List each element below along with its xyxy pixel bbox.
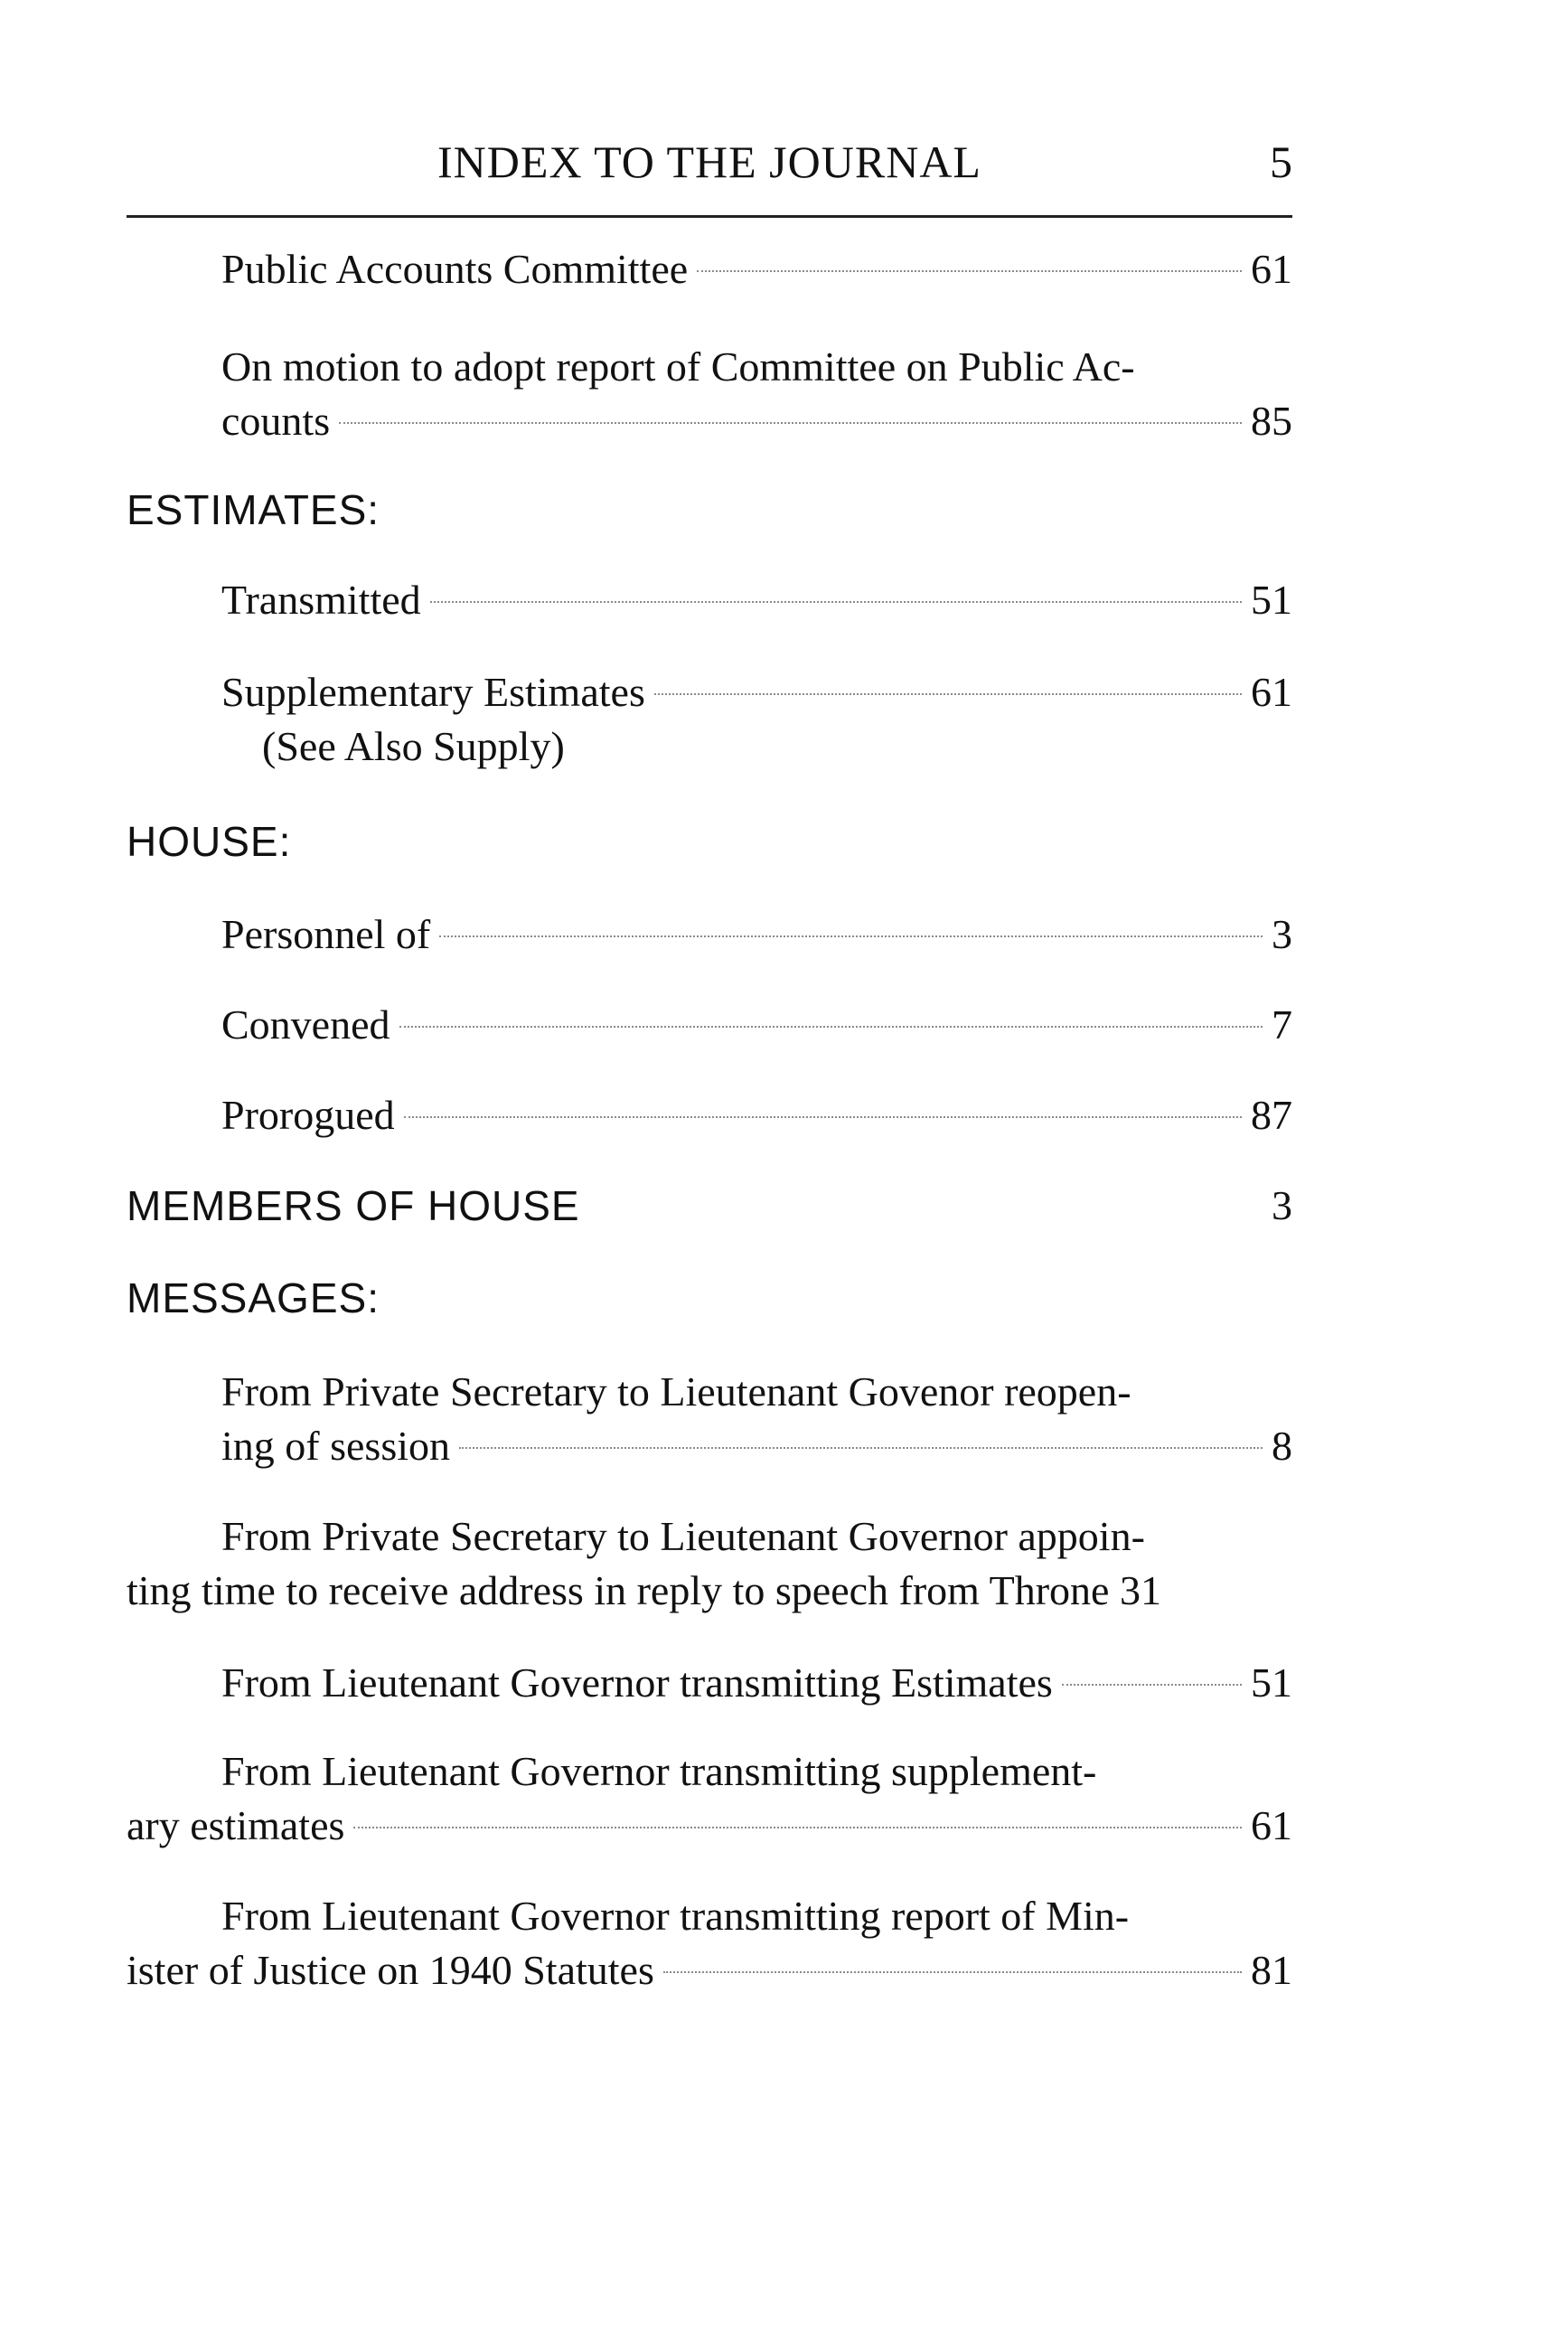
message-3 bbox=[221, 1650, 1292, 1716]
message-1-cont bbox=[221, 1414, 1292, 1479]
leader-dots bbox=[663, 1971, 1242, 1973]
leader-dots bbox=[339, 422, 1242, 424]
entry-page: 87 bbox=[1251, 1092, 1292, 1138]
entry-text: Convened bbox=[221, 1001, 390, 1048]
entry-page: 7 bbox=[1272, 1001, 1292, 1048]
page-title: INDEX TO THE JOURNAL bbox=[437, 136, 981, 187]
heading-house: HOUSE: bbox=[127, 818, 292, 865]
entry-page: 3 bbox=[1272, 1182, 1292, 1228]
entry-page: 81 bbox=[1251, 1947, 1292, 1993]
entry-page: 3 bbox=[1272, 911, 1292, 957]
leader-dots bbox=[459, 1447, 1263, 1449]
entry-page: 8 bbox=[1272, 1423, 1292, 1469]
entry-page: 51 bbox=[1251, 577, 1292, 623]
entry-text: ister of Justice on 1940 Statutes bbox=[127, 1947, 654, 1993]
entry-line: On motion to adopt report of Committee on Public Ac- bbox=[221, 343, 1135, 390]
header-rule bbox=[127, 215, 1292, 218]
entry-text: From Lieutenant Governor transmitting Estimates bbox=[221, 1659, 1053, 1706]
entry-text: Public Accounts Committee bbox=[221, 246, 689, 292]
entry-text: ing of session bbox=[221, 1423, 450, 1469]
entry-text: Supplementary Estimates bbox=[221, 669, 645, 715]
entry-personnel bbox=[221, 902, 1292, 967]
entry-prorogued bbox=[221, 1083, 1292, 1148]
entry-text: Transmitted bbox=[221, 577, 421, 623]
members-row bbox=[127, 1173, 1292, 1238]
message-4-cont bbox=[127, 1793, 1292, 1858]
entry-text: Prorogued bbox=[221, 1092, 395, 1138]
leader-dots bbox=[404, 1116, 1242, 1118]
leader-dots bbox=[399, 1026, 1263, 1028]
entry-page: 61 bbox=[1251, 1802, 1292, 1848]
leader-dots bbox=[1062, 1684, 1242, 1686]
entry-page: 61 bbox=[1251, 246, 1292, 292]
entry-text: ary estimates bbox=[127, 1802, 345, 1848]
page-number: 5 bbox=[1270, 136, 1292, 187]
entry-page: 51 bbox=[1251, 1659, 1292, 1706]
entry-text: Personnel of bbox=[221, 911, 431, 957]
heading-messages: MESSAGES: bbox=[127, 1274, 380, 1321]
leader-dots bbox=[353, 1827, 1242, 1828]
entry-page: 61 bbox=[1251, 669, 1292, 715]
entry-page: 85 bbox=[1251, 398, 1292, 444]
entry-line: ting time to receive address in reply to speech from Throne 31 bbox=[127, 1567, 1161, 1613]
message-2-cont bbox=[127, 1558, 1292, 1623]
entry-adopt-report-cont bbox=[221, 389, 1292, 454]
entry-line: From Private Secretary to Lieutenant Governor appoin- bbox=[221, 1513, 1145, 1559]
entry-line: From Lieutenant Governor transmitting report of Min- bbox=[221, 1893, 1130, 1939]
leader-dots bbox=[439, 935, 1263, 937]
page-header bbox=[127, 136, 1292, 199]
entry-text: counts bbox=[221, 398, 331, 444]
heading-members: MEMBERS OF HOUSE bbox=[127, 1182, 580, 1229]
entry-line: From Lieutenant Governor transmitting supplement- bbox=[221, 1748, 1097, 1794]
leader-dots bbox=[430, 601, 1242, 603]
entry-convened bbox=[221, 992, 1292, 1058]
leader-dots bbox=[697, 270, 1242, 272]
see-also-note: (See Also Supply) bbox=[262, 723, 565, 769]
message-5-cont bbox=[127, 1938, 1292, 2003]
entry-transmitted bbox=[221, 568, 1292, 633]
entry-line: From Private Secretary to Lieutenant Govenor reopen- bbox=[221, 1368, 1131, 1415]
heading-estimates: ESTIMATES: bbox=[127, 486, 380, 533]
entry-public-accounts bbox=[221, 237, 1292, 302]
leader-dots bbox=[654, 693, 1242, 695]
